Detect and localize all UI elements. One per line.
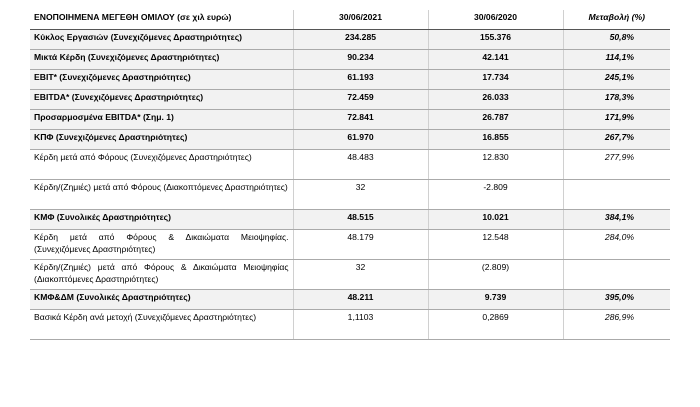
change-percent: 178,3% xyxy=(563,90,670,110)
change-percent: 245,1% xyxy=(563,70,670,90)
value-2021: 234.285 xyxy=(293,30,428,50)
change-percent: 284,0% xyxy=(563,230,670,260)
value-2020: -2.809 xyxy=(428,180,563,210)
value-2021: 32 xyxy=(293,180,428,210)
table-row xyxy=(30,50,670,70)
column-header-2020: 30/06/2020 xyxy=(428,10,563,30)
change-percent: 50,8% xyxy=(563,30,670,50)
row-label: ΚΜΦ&ΔΜ (Συνολικές Δραστηριότητες) xyxy=(30,290,293,310)
row-label: Βασικά Κέρδη ανά μετοχή (Συνεχιζόμενες Δραστηριότητες) xyxy=(30,310,293,340)
table-row xyxy=(30,260,670,290)
table-row xyxy=(30,310,670,340)
value-2020: 12.548 xyxy=(428,230,563,260)
change-percent xyxy=(563,180,670,210)
row-label: Κέρδη/(Ζημιές) μετά από Φόρους (Διακοπτόμενες Δραστηριότητες) xyxy=(30,180,293,210)
row-label: EBITDA* (Συνεχιζόμενες Δραστηριότητες) xyxy=(30,90,293,110)
value-2021: 48.179 xyxy=(293,230,428,260)
change-percent: 171,9% xyxy=(563,110,670,130)
change-percent: 384,1% xyxy=(563,210,670,230)
change-percent: 267,7% xyxy=(563,130,670,150)
row-label: EBIT* (Συνεχιζόμενες Δραστηριότητες) xyxy=(30,70,293,90)
table-row xyxy=(30,150,670,180)
table-row xyxy=(30,210,670,230)
change-percent: 277,9% xyxy=(563,150,670,180)
row-label: ΚΜΦ (Συνολικές Δραστηριότητες) xyxy=(30,210,293,230)
value-2020: 9.739 xyxy=(428,290,563,310)
value-2021: 32 xyxy=(293,260,428,290)
row-label: Κύκλος Εργασιών (Συνεχιζόμενες Δραστηριότητες) xyxy=(30,30,293,50)
value-2021: 48.515 xyxy=(293,210,428,230)
value-2021: 1,1103 xyxy=(293,310,428,340)
table-row xyxy=(30,230,670,260)
row-label: Προσαρμοσμένα EBITDA* (Σημ. 1) xyxy=(30,110,293,130)
row-label: Κέρδη μετά από Φόρους & Δικαιώματα Μειοψηφίας. (Συνεχιζόμενες Δραστηριότητες) xyxy=(30,230,293,260)
table-header-row xyxy=(30,10,670,30)
table-row xyxy=(30,90,670,110)
column-header-change: Μεταβολή (%) xyxy=(563,10,670,30)
change-percent: 114,1% xyxy=(563,50,670,70)
value-2021: 72.841 xyxy=(293,110,428,130)
table-row xyxy=(30,70,670,90)
value-2020: 26.787 xyxy=(428,110,563,130)
value-2021: 72.459 xyxy=(293,90,428,110)
change-percent: 286,9% xyxy=(563,310,670,340)
row-label: Κέρδη/(Ζημιές) μετά από Φόρους & Δικαιώματα Μειοψηφίας (Διακοπτόμενες Δραστηριότητες) xyxy=(30,260,293,290)
table-row xyxy=(30,110,670,130)
value-2020: 16.855 xyxy=(428,130,563,150)
value-2020: 0,2869 xyxy=(428,310,563,340)
value-2020: 17.734 xyxy=(428,70,563,90)
value-2021: 48.211 xyxy=(293,290,428,310)
value-2020: 10.021 xyxy=(428,210,563,230)
value-2020: 42.141 xyxy=(428,50,563,70)
column-header-2021: 30/06/2021 xyxy=(293,10,428,30)
value-2021: 90.234 xyxy=(293,50,428,70)
table-row xyxy=(30,180,670,210)
group-figures-table xyxy=(30,10,670,340)
value-2021: 61.193 xyxy=(293,70,428,90)
table-title: ΕΝΟΠΟΙΗΜΕΝΑ ΜΕΓΕΘΗ ΟΜΙΛΟΥ (σε χιλ ευρώ) xyxy=(30,10,293,30)
change-percent xyxy=(563,260,670,290)
row-label: Μικτά Κέρδη (Συνεχιζόμενες Δραστηριότητες) xyxy=(30,50,293,70)
value-2020: 26.033 xyxy=(428,90,563,110)
change-percent: 395,0% xyxy=(563,290,670,310)
value-2020: 155.376 xyxy=(428,30,563,50)
row-label: ΚΠΦ (Συνεχιζόμενες Δραστηριότητες) xyxy=(30,130,293,150)
value-2020: 12.830 xyxy=(428,150,563,180)
value-2021: 61.970 xyxy=(293,130,428,150)
table-row xyxy=(30,130,670,150)
row-label: Κέρδη μετά από Φόρους (Συνεχιζόμενες Δραστηριότητες) xyxy=(30,150,293,180)
value-2020: (2.809) xyxy=(428,260,563,290)
value-2021: 48.483 xyxy=(293,150,428,180)
table-row xyxy=(30,30,670,50)
table-row xyxy=(30,290,670,310)
